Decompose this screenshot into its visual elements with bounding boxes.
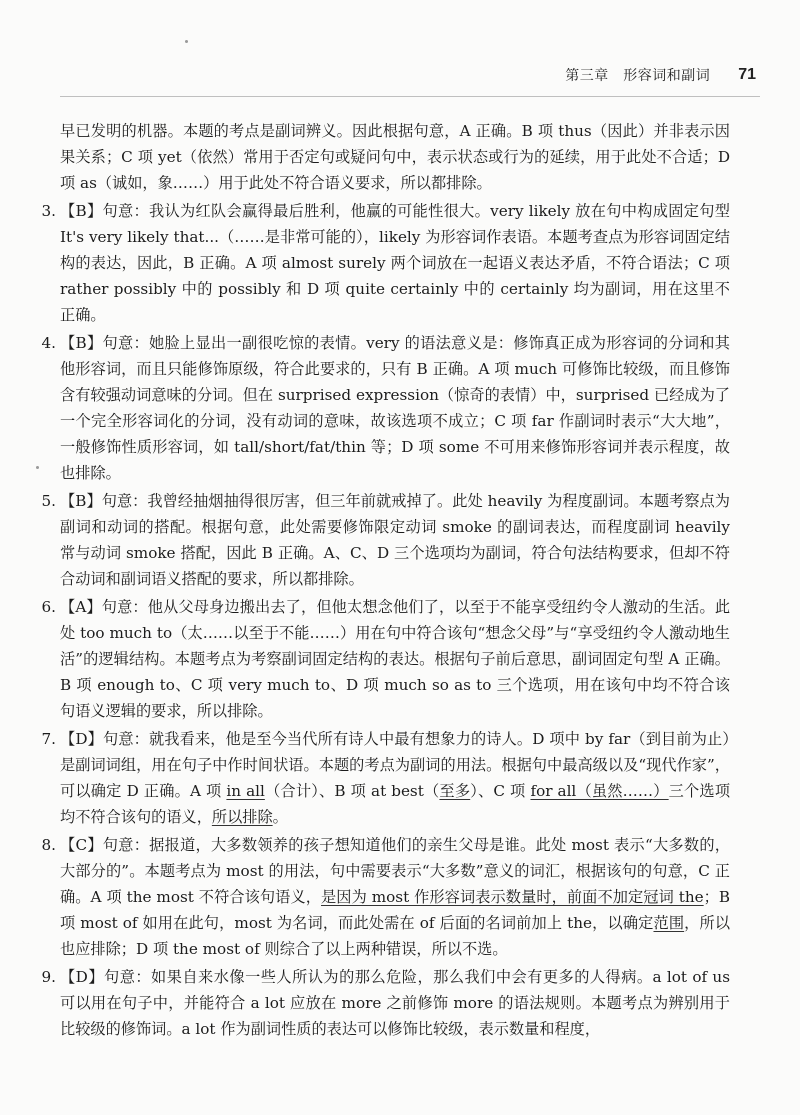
paragraph-text: 早已发明的机器。本题的考点是副词辨义。因此根据句意，A 正确。B 项 thus（因此）并非表示因果关系；C 项 yet（依然）常用于否定句或疑问句中，表示状态或行为的延续，用于此处不合适；D 项 as（诚如，象……）用于此处不符合语义要求，所以都排除。	[60, 122, 730, 192]
handwritten-underline: 至多	[439, 782, 471, 800]
handwritten-underline: 所以排除	[211, 808, 273, 826]
continued-paragraph	[30, 118, 730, 196]
page-number: 71	[738, 66, 756, 83]
item-number: 4.	[41, 334, 56, 352]
header-rule	[60, 96, 760, 97]
item-explanation: 句意：如果自来水像一些人所认为的那么危险，那么我们中会有更多的人得病。a lot of us 可以用在句子中，并能符合 a lot 应放在 more 之前修饰 more 的语法规则。本题考点为辨别用于比较级的修饰词。a lot 作为副词性质的表达可以修饰比较级，表示数量和程度，	[60, 968, 730, 1038]
handwritten-underline: 是因为 most 作形容词表示数量时，前面不加定冠词 the	[321, 888, 704, 906]
scan-speck	[185, 40, 188, 43]
item-explanation: 句意：我认为红队会赢得最后胜利，他赢的可能性很大。very likely 放在句中构成固定句型 It's very likely that...（……是非常可能的），likely 为形容词作表语。本题考查点为形容词固定结构的表达，因此，B 正确。A 项 almost surely 两个词放在一起语义表达矛盾，不符合语法；C 项 rather possibly 中的 possibly 和 D 项 quite certainly 中的 certainly 均为副词，用在这里不正确。	[60, 202, 730, 324]
handwritten-underline: 范围	[653, 914, 685, 932]
answer-item-3	[30, 198, 730, 328]
answer-key: 【B】	[60, 202, 103, 220]
item-explanation: （合计）、B 项 at best（	[264, 782, 440, 800]
item-number: 8.	[41, 836, 56, 854]
answer-key: 【C】	[60, 836, 103, 854]
answer-key: 【D】	[60, 730, 103, 748]
handwritten-underline: in all	[226, 782, 265, 800]
item-number: 9.	[41, 968, 56, 986]
answer-item-8	[30, 832, 730, 962]
item-explanation: 三个选项均不符合该句的语义，	[60, 782, 730, 826]
item-number: 6.	[41, 598, 56, 616]
answer-key: 【D】	[60, 968, 105, 986]
answer-item-5	[30, 488, 730, 592]
item-number: 5.	[41, 492, 56, 510]
handwritten-underline: for all（虽然……）	[530, 782, 669, 800]
item-explanation: 句意：就我看来，他是至今当代所有诗人中最有想象力的诗人。D 项中 by far（到目前为止）是副词词组，用在句子中作时间状语。本题的考点为副词的用法。根据句中最高级以及“现代作家”，可以确定 D 正确。A 项	[60, 730, 730, 800]
answer-item-6	[30, 594, 730, 724]
item-number: 7.	[41, 730, 56, 748]
answer-explanations	[30, 118, 730, 1044]
item-explanation: ，所以也应排除；D 项 the most of 则综合了以上两种错误，所以不选。	[60, 914, 731, 958]
item-explanation: 。	[272, 808, 288, 826]
answer-key: 【B】	[60, 492, 102, 510]
item-explanation: 句意：他从父母身边搬出去了，但他太想念他们了，以至于不能享受纽约令人激动的生活。此处 too much to（太……以至于不能……）用在句中符合该句“想念父母”与“享受纽约令人激动地生活”的逻辑结构。本题考点为考察副词固定结构的表达。根据句子前后意思，副词固定句型 A 正确。B 项 enough to、C 项 very much to、D 项 much so as to 三个选项，用在该句中均不符合该句语义逻辑的要求，所以排除。	[60, 598, 731, 720]
answer-item-4	[30, 330, 730, 486]
item-explanation: ）、C 项	[470, 782, 531, 800]
running-header	[60, 62, 756, 88]
answer-key: 【A】	[60, 598, 102, 616]
item-explanation: 句意：她脸上显出一副很吃惊的表情。very 的语法意义是：修饰真正成为形容词的分词和其他形容词，而且只能修饰原级，符合此要求的，只有 B 正确。A 项 much 可修饰比较级，而且修饰含有较强动词意味的分词。但在 surprised expression（惊奇的表情）中，surprised 已经成为了一个完全形容词化的分词，没有动词的意味，故该选项不成立；C 项 far 作副词时表示“大大地”，一般修饰性质形容词，如 tall/short/fat/thin 等；D 项 some 不可用来修饰形容词并表示程度，故也排除。	[60, 334, 730, 482]
answer-key: 【B】	[60, 334, 103, 352]
answer-item-9	[30, 964, 730, 1042]
item-explanation: 句意：据报道，大多数领养的孩子想知道他们的亲生父母是谁。此处 most 表示“大多数的，大部分的”。本题考点为 most 的用法，句中需要表示“大多数”意义的词汇，根据该句的句意，C 正确。A 项 the most 不符合该句语义，	[60, 836, 730, 906]
item-number: 3.	[41, 202, 56, 220]
answer-item-7	[30, 726, 730, 830]
item-explanation: ；B 项 most of 如用在此句，most 为名词，而此处需在 of 后面的名词前加上 the，以确定	[60, 888, 730, 932]
item-explanation: 句意：我曾经抽烟抽得很厉害，但三年前就戒掉了。此处 heavily 为程度副词。本题考察点为副词和动词的搭配。根据句意，此处需要修饰限定动词 smoke 的副词表达，而程度副词 heavily 常与动词 smoke 搭配，因此 B 正确。A、C、D 三个选项均为副词，符合句法结构要求，但却不符合动词和副词语义搭配的要求，所以都排除。	[60, 492, 730, 588]
chapter-title: 第三章 形容词和副词	[565, 68, 711, 84]
